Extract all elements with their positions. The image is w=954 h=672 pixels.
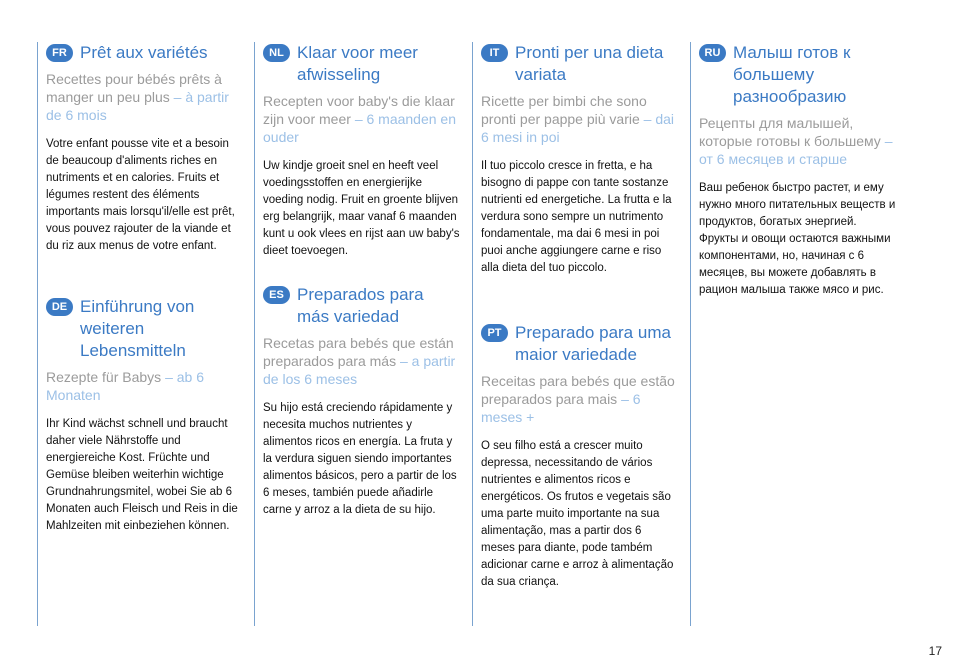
subtitle-text: Recetas para bebés que están preparados para más: [263, 335, 454, 369]
column-2: [254, 42, 460, 626]
subtitle-text: Rezepte für Babys: [46, 369, 162, 385]
section-pt: [481, 322, 678, 591]
age-range: – a partir de los 6 meses: [263, 353, 456, 387]
title-text: Einführung von weiteren Lebensmitteln: [80, 297, 195, 360]
age-range: – à partir de 6 mois: [46, 89, 229, 123]
section-body: Il tuo piccolo cresce in fretta, e ha bisogno di pappe con tante sostanze nutrienti ed energetiche. La frutta e la verdura sono sempre un nutrimento fondamentale, ma dai 6 mesi in poi puoi anche aggiungere carne e riso alla dieta del tuo piccolo.: [481, 160, 672, 274]
section-es: [263, 284, 460, 519]
section-body: Su hijo está creciendo rápidamente y necesita muchos nutrientes y alimentos ricos en energía. La fruta y la verdura siguen siendo importantes alimentos básicos, pero a partir de los 6 meses, también puede añadirle carne y arroz a la dieta de su hijo.: [263, 402, 457, 516]
section-ru: [699, 42, 896, 299]
section-subtitle: [46, 368, 243, 404]
column-4: [690, 42, 896, 626]
language-badge-pt: PT: [481, 324, 508, 342]
section-nl: [263, 42, 460, 260]
section-body: Ihr Kind wächst schnell und braucht daher viele Nährstoffe und energiereiche Kost. Früchte und Gemüse bleiben weiterhin wichtige Grundnahrungsmitel, wobei Sie ab 6 Monaten auch Fleisch und Reis in die Mahlzeiten mit einbeziehen können.: [46, 418, 238, 532]
section-subtitle: [46, 70, 243, 124]
column-1: [37, 42, 243, 626]
title-text: Малыш готов к большему разнообразию: [733, 43, 851, 106]
section-body: Ваш ребенок быстро растет, и ему нужно много питательных веществ и продуктов, богатых энергией. Фрукты и овощи остаются важными компонентами, но, начиная с 6 месяцев, вы можете добавлять в рацион малыша также мясо и рис.: [699, 182, 896, 296]
subtitle-text: Recepten voor baby's die klaar zijn voor meer: [263, 93, 455, 127]
language-badge-es: ES: [263, 286, 290, 304]
subtitle-text: Receitas para bebés que estão preparados para mais: [481, 373, 675, 407]
age-range: – ab 6 Monaten: [46, 369, 204, 403]
age-range: – от 6 месяцев и старше: [699, 133, 893, 167]
section-body: O seu filho está a crescer muito depressa, necessitando de vários nutrientes e alimentos ricos e energéticos. Os frutos e vegetais são uma parte muito importante na sua alimentação, mas a partir dos 6 meses para diante, pode também adicionar carne e arroz à alimentação da sua criança.: [481, 440, 674, 588]
language-badge-ru: RU: [699, 44, 726, 62]
section-subtitle: [699, 114, 896, 168]
age-range: – dai 6 mesi in poi: [481, 111, 675, 145]
title-text: Preparados para más variedad: [297, 285, 424, 326]
age-range: – 6 meses +: [481, 391, 641, 425]
section-fr: [46, 42, 243, 255]
section-subtitle: [481, 92, 678, 146]
title-text: Pronti per una dieta variata: [515, 43, 664, 84]
subtitle-text: Рецепты для малышей, которые готовы к большему: [699, 115, 881, 149]
section-title: [46, 42, 243, 64]
section-body: Uw kindje groeit snel en heeft veel voedingsstoffen en energierijke voeding nodig. Fruit en groente blijven erg belangrijk, maar vanaf 6 maanden kunt u ook vlees en rijst aan uw baby's dieet toevoegen.: [263, 160, 460, 257]
language-badge-fr: FR: [46, 44, 73, 62]
age-range: – 6 maanden en ouder: [263, 111, 457, 145]
column-3: [472, 42, 678, 626]
title-text: Preparado para uma maior variedade: [515, 323, 671, 364]
section-title: [481, 42, 678, 86]
section-subtitle: [481, 372, 678, 426]
language-badge-it: IT: [481, 44, 508, 62]
title-text: Klaar voor meer afwisseling: [297, 43, 418, 84]
section-title: [263, 42, 460, 86]
section-body: Votre enfant pousse vite et a besoin de beaucoup d'aliments riches en nutriments et en calories. Fruits et légumes restent des éléments importants mais lorsqu'il/elle est prêt, vous pouvez rajouter de la viande et du riz aux menus de votre enfant.: [46, 138, 235, 252]
section-title: [46, 296, 243, 362]
section-de: [46, 296, 243, 535]
section-it: [481, 42, 678, 277]
section-title: [481, 322, 678, 366]
section-subtitle: [263, 92, 460, 146]
section-title: [699, 42, 896, 108]
title-text: Prêt aux variétés: [80, 43, 208, 62]
language-badge-nl: NL: [263, 44, 290, 62]
subtitle-text: Ricette per bimbi che sono pronti per pappe più varie: [481, 93, 647, 127]
language-badge-de: DE: [46, 298, 73, 316]
page-number: 17: [928, 644, 942, 658]
subtitle-text: Recettes pour bébés prêts à manger un peu plus: [46, 71, 222, 105]
section-subtitle: [263, 334, 460, 388]
section-title: [263, 284, 460, 328]
